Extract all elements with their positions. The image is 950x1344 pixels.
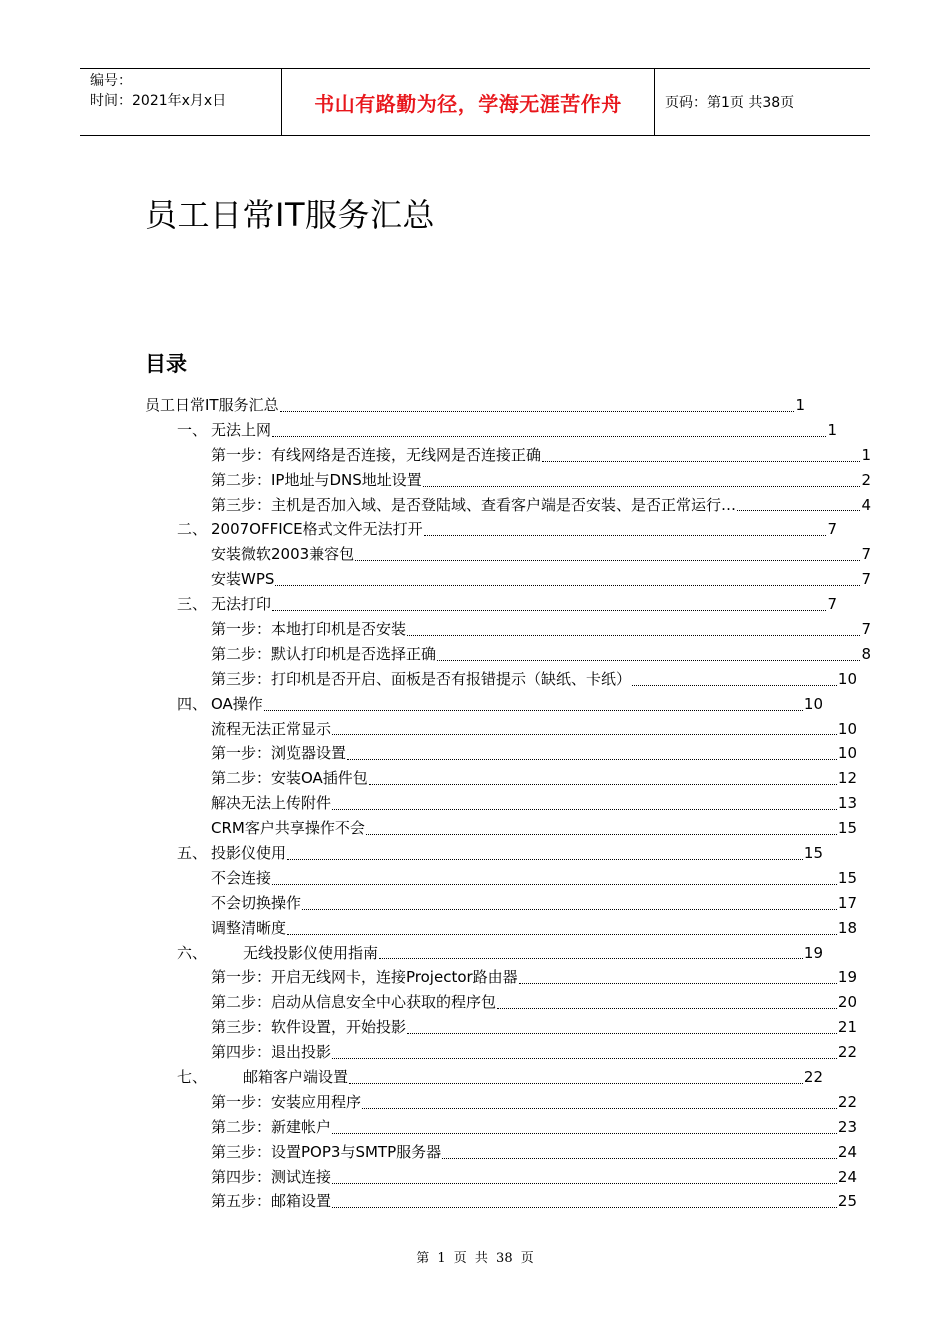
toc-entry[interactable] [145,916,857,941]
toc-dot-leader [349,1083,803,1084]
toc-entry-title: 第二步：启动从信息安全中心获取的程序包 [211,993,497,1012]
toc-dot-leader [632,685,837,686]
toc-entry-number: 五、 [177,844,208,863]
toc-dot-leader [366,834,837,835]
toc-entry-page: 15 [837,868,857,887]
toc-dot-leader [275,585,860,586]
header-motto: 书山有路勤为径，学海无涯苦作舟 [314,91,622,116]
toc-entry[interactable] [145,990,857,1015]
header-page-info: 页码：第1页 共38页 [665,95,795,111]
toc-entry-page: 7 [827,595,837,614]
toc-entry-title: 第二步：新建帐户 [211,1117,332,1136]
toc-entry-page: 15 [837,819,857,838]
header-page-info-cell [655,69,870,135]
toc-entry[interactable] [145,542,871,567]
toc-dot-leader [423,486,861,487]
toc-dot-leader [332,1207,837,1208]
toc-entry-page: 20 [837,993,857,1012]
toc-entry-page: 10 [803,694,823,713]
toc-entry-title: 第三步：设置POP3与SMTP服务器 [211,1142,442,1161]
header-meta [80,69,282,135]
toc-entry-page: 24 [837,1167,857,1186]
toc-entry[interactable] [145,592,837,617]
toc-entry-page: 2 [861,470,871,489]
toc-entry[interactable] [145,816,857,841]
toc-entry[interactable] [145,418,837,443]
toc-entry-page: 19 [803,943,823,962]
toc-entry-page: 4 [861,495,871,514]
toc-entry-page: 7 [827,520,837,539]
toc-entry[interactable] [145,443,871,468]
toc-entry[interactable] [145,1040,857,1065]
toc-entry-title: 第四步：测试连接 [211,1167,332,1186]
toc-entry-page: 10 [837,719,857,738]
toc-entry-title: 第一步：安装应用程序 [211,1092,362,1111]
toc-dot-leader [272,610,826,611]
toc-dot-leader [332,1058,837,1059]
toc-entry-page: 8 [861,644,871,663]
toc-entry[interactable] [145,791,857,816]
toc-dot-leader [264,710,803,711]
toc-dot-leader [355,560,860,561]
toc-entry[interactable] [145,741,857,766]
toc-dot-leader [442,1158,837,1159]
toc-entry-page: 7 [861,620,871,638]
toc-entry-title: 不会切换操作 [211,893,302,912]
toc-entry[interactable] [145,667,857,692]
toc-entry-title: 2007OFFICE格式文件无法打开 [211,520,423,539]
toc-entry-title: 邮箱客户端设置 [243,1068,349,1087]
toc-dot-leader [519,983,837,984]
toc-entry[interactable] [145,692,823,717]
toc-entry-title: 第一步：浏览器设置 [211,744,347,763]
toc-dot-leader [369,784,837,785]
toc-entry-page: 25 [837,1192,857,1211]
toc-entry-title: 第一步：开启无线网卡，连接Projector路由器 [211,968,518,987]
toc-entry-title: 第三步：主机是否加入域、是否登陆域、查看客户端是否安装、是否正常运行… [211,495,737,514]
toc-dot-leader [347,759,837,760]
toc-dot-leader [280,411,795,412]
toc-dot-leader [407,635,860,636]
toc-entry[interactable] [145,1065,823,1090]
toc-dot-leader [332,809,837,810]
toc-entry[interactable] [145,1140,857,1165]
toc-entry[interactable] [145,1165,857,1190]
document-title: 员工日常IT服务汇总 [145,196,435,234]
toc-entry-title: 投影仪使用 [211,844,287,863]
toc-entry-title: 第三步：打印机是否开启、面板是否有报错提示（缺纸、卡纸） [211,669,632,688]
toc-dot-leader [287,859,803,860]
toc-dot-leader [272,436,826,437]
toc-entry-title: CRM客户共享操作不会 [211,819,365,838]
toc-entry-title: 第二步：IP地址与DNS地址设置 [211,470,422,489]
page-footer: 第 1 页 共 38 页 [416,1251,534,1266]
toc-entry-page: 23 [837,1117,857,1136]
toc-entry[interactable] [145,717,857,742]
toc-entry-title: OA操作 [211,694,263,713]
toc-entry-number: 三、 [177,595,208,614]
toc-entry-page: 15 [803,844,823,863]
toc-entry[interactable] [145,1090,857,1115]
toc-entry-page: 12 [837,769,857,788]
toc-entry-title: 第三步：软件设置，开始投影 [211,1018,407,1037]
toc-entry[interactable] [145,1115,857,1140]
toc-dot-leader [332,1183,837,1184]
toc-entry[interactable] [145,393,805,418]
toc-dot-leader [362,1108,837,1109]
toc-entry[interactable] [145,617,871,642]
toc-entry-page: 17 [837,893,857,912]
toc-entry-title: 安装WPS [211,570,275,589]
toc-entry[interactable] [145,766,857,791]
toc-dot-leader [424,535,827,536]
toc-entry-page: 22 [837,1043,857,1062]
toc-entry-title: 无线投影仪使用指南 [243,943,379,962]
toc-entry-page: 1 [861,445,871,464]
toc-entry-title: 第二步：默认打印机是否选择正确 [211,644,437,663]
toc-entry-title: 第五步：邮箱设置 [211,1192,332,1211]
toc-dot-leader [302,909,837,910]
toc-entry-page: 7 [861,545,871,564]
toc-entry-title: 第一步：本地打印机是否安装 [211,620,407,638]
toc-entry-title: 解决无法上传附件 [211,794,332,813]
toc-entry-title: 第二步：安装OA插件包 [211,769,368,788]
toc-entry[interactable] [145,468,871,493]
toc-dot-leader [497,1008,837,1009]
toc-entry-page: 21 [837,1018,857,1037]
toc-entry-page: 10 [837,669,857,688]
toc-entry[interactable] [145,517,837,542]
toc-entry-title: 第一步：有线网络是否连接，无线网是否连接正确 [211,445,542,464]
toc-entry-page: 22 [837,1092,857,1111]
toc-dot-leader [379,958,803,959]
toc-entry[interactable] [145,1190,857,1215]
toc-dot-leader [332,734,837,735]
toc-entry-number: 一、 [177,420,208,439]
toc-dot-leader [272,884,837,885]
header-motto-cell [282,69,655,135]
document-number-label: 编号： [90,73,132,89]
table-of-contents [145,393,871,1214]
toc-entry-title: 流程无法正常显示 [211,719,332,738]
toc-heading: 目录 [145,352,187,376]
toc-dot-leader [407,1033,837,1034]
page-header [80,68,870,136]
toc-entry[interactable] [145,891,857,916]
toc-entry-title: 第四步：退出投影 [211,1043,332,1062]
toc-entry[interactable] [145,642,871,667]
toc-entry[interactable] [145,567,871,592]
toc-entry-page: 24 [837,1142,857,1161]
toc-entry[interactable] [145,866,857,891]
toc-entry-page: 1 [795,395,805,414]
toc-entry-title: 安装微软2003兼容包 [211,545,355,564]
toc-entry-page: 10 [837,744,857,763]
toc-entry[interactable] [145,841,823,866]
toc-entry-number: 四、 [177,694,208,713]
toc-dot-leader [287,934,837,935]
toc-entry-number: 七、 [177,1068,208,1087]
toc-entry-page: 22 [803,1068,823,1087]
toc-entry-page: 13 [837,794,857,813]
toc-entry-number: 六、 [177,943,208,962]
toc-entry-title: 调整清晰度 [211,918,287,937]
toc-entry-number: 二、 [177,520,208,539]
toc-entry-page: 7 [861,570,871,589]
toc-entry-page: 1 [827,420,837,439]
document-time-label: 时间：2021年x月x日 [90,93,227,109]
toc-entry-page: 18 [837,918,857,937]
toc-dot-leader [737,510,860,511]
toc-entry-title: 员工日常IT服务汇总 [145,395,279,414]
toc-entry-title: 无法上网 [211,420,272,439]
toc-dot-leader [437,660,860,661]
toc-dot-leader [542,461,860,462]
toc-entry[interactable] [145,1015,857,1040]
toc-dot-leader [332,1133,837,1134]
toc-entry[interactable] [145,965,857,990]
toc-entry-title: 不会连接 [211,868,272,887]
toc-entry[interactable] [145,493,871,518]
toc-entry-page: 19 [837,968,857,987]
toc-entry[interactable] [145,941,823,966]
toc-entry-title: 无法打印 [211,595,272,614]
